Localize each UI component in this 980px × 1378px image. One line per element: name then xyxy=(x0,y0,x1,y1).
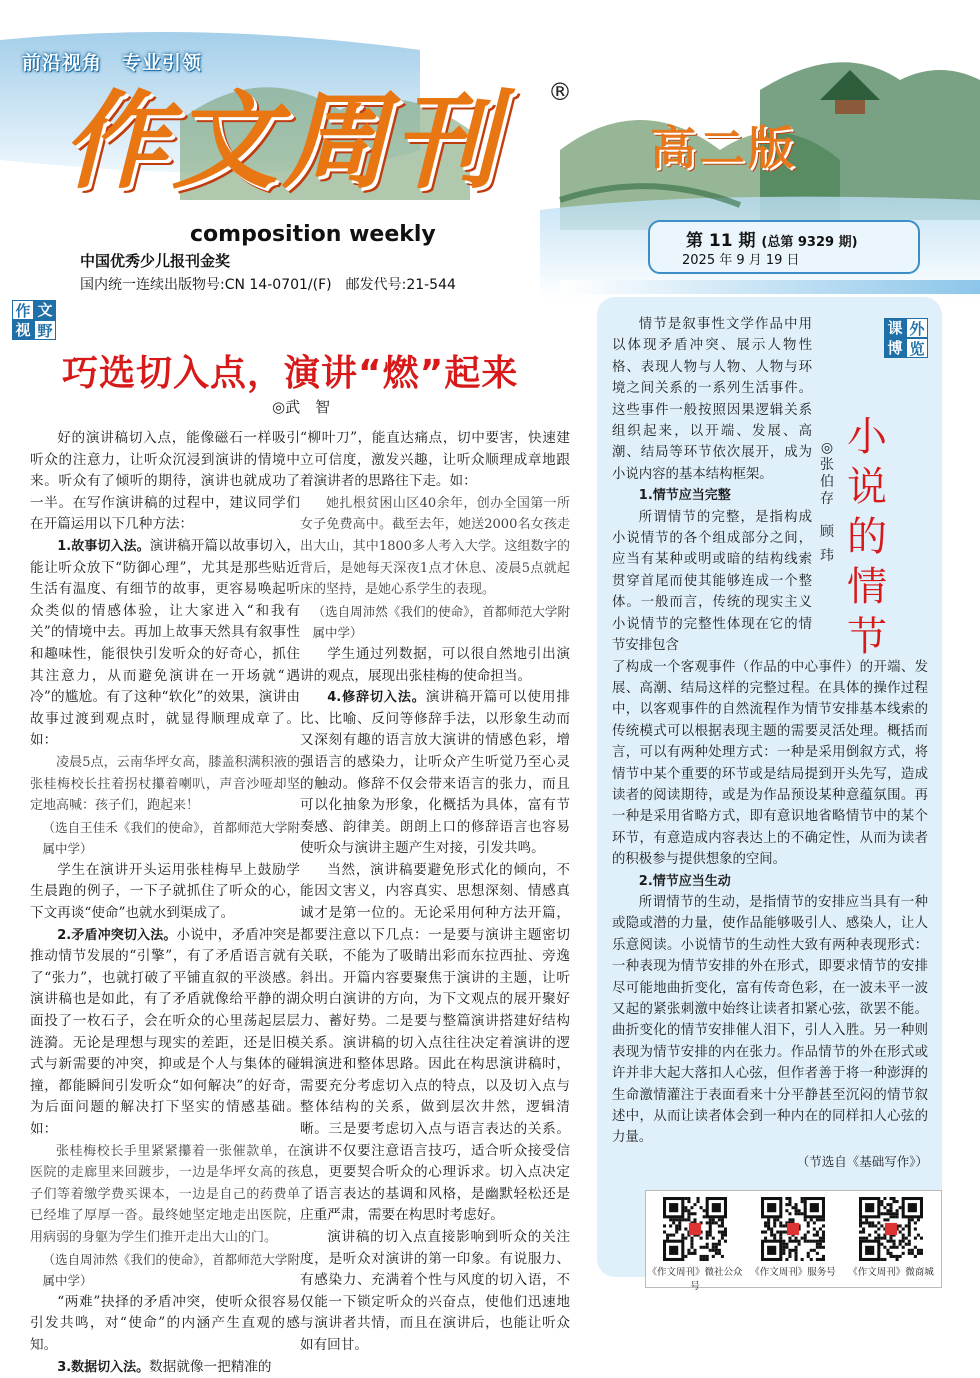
subheading xyxy=(612,871,928,892)
tag-char: 外 xyxy=(906,318,928,338)
issue-date: 2025 年 9 月 19 日 xyxy=(682,253,800,268)
author-char: ◎ xyxy=(820,440,834,456)
article-headline: 巧选切入点，演讲“燃”起来 xyxy=(62,353,519,394)
publication-logo: 作文周刊 xyxy=(62,80,502,203)
qr-caption: 《作文周刊》服务号 xyxy=(750,1267,836,1278)
issue-number-text: 第 11 期 xyxy=(686,231,756,251)
quote-source: （选自周沛然《我们的使命》，首都师范大学附属中学） xyxy=(312,603,570,641)
method-heading: 2.矛盾冲突切入法。 xyxy=(57,927,177,943)
qr-code-icon[interactable] xyxy=(663,1197,727,1261)
registered-mark: ® xyxy=(548,78,572,106)
method-heading: 3.数据切入法。 xyxy=(57,1359,150,1375)
tag-char: 作 xyxy=(12,300,34,320)
tag-char: 野 xyxy=(34,320,56,340)
quote-paragraph: 她扎根贫困山区40余年，创办全国第一所女子免费高中。截至去年，她送2000名女孩走出大山，其中1800多人考入大学。这组数字的背后，是她每天深夜1点才休息、凌晨5点就起床的坚持，是她心系学生的表现。 xyxy=(300,495,570,598)
author-char: 顾 xyxy=(820,524,834,540)
article-column-2 xyxy=(300,428,570,1357)
body-paragraph: 好的演讲稿切入点，能像磁石一样吸引听众的注意力，让听众沉浸到演讲的情境中来。听众有了倾听的期待，演讲也就成功了一半。在写作演讲稿的过程中，建议同学们在开篇运用以下几种方法： xyxy=(30,430,300,533)
decorative-band xyxy=(560,280,980,294)
subheading-text: 1.情节应当完整 xyxy=(638,488,731,504)
quote-paragraph: 张桂梅校长手里紧紧攥着一张催款单，在医院的走廊里来回踱步，一边是华坪女高的孩子们等着缴学费买课本，一边是自己的药费单已经堆了厚厚一沓。最终她坚定地走出医院，用病弱的身躯为学生们推开走出大山的门。 xyxy=(30,1143,300,1245)
issue-total: (总第 9329 期) xyxy=(761,235,858,250)
tag-char: 文 xyxy=(34,300,56,320)
subheading-text: 2.情节应当生动 xyxy=(638,873,731,889)
award-text: 中国优秀少儿报刊金奖 xyxy=(80,252,231,270)
body-paragraph: 所谓情节的生动，是指情节的安排应当具有一种或隐或潜的力量，使作品能够吸引人、感染人，让人乐意阅读。小说情节的生动性大致有两种表现形式：一种表现为情节安排的外在形式，即要求情节的安排尽可能地曲折变化，富有传奇色彩，在一波未平一波又起的紧张刺激中始终让读者扣紧心弦，欲罢不能。曲折变化的情节安排催人泪下，引人入胜。另一种则表现为情节安排的内在张力。作品情节的外在形式或许并非大起大落扣人心弦，但作者善于将一种澎湃的生命激情灌注于表面看来十分平静甚至沉闷的情节叙述中，从而让读者体会到一种内在的同样扣人心弦的力量。 xyxy=(612,894,928,1146)
body-paragraph: “两难”抉择的矛盾冲突，使听众很容易引发共鸣，对“使命”的内涵产生直观的感知。 xyxy=(30,1293,300,1353)
tag-char: 视 xyxy=(12,320,34,340)
author-char: 玮 xyxy=(820,548,834,564)
body-paragraph xyxy=(30,1357,300,1378)
body-paragraph: 情节是叙事性文学作品中用以体现矛盾冲突、展示人物性格、表现人物与人物、人物与环境之间关系的一系列生活事件。这些事件一般按照因果逻辑关系组织起来，以开端、发展、高潮、结局等环节依次展开，成为小说内容的基本结构框架。 xyxy=(612,317,812,482)
body-paragraph: 当然，演讲稿要避免形式化的倾向，不能因文害义，内容真实、思想深刻、情感真诚才是第一位的。无论采用何种方法开篇，都要注意以下几点：一是要与演讲主题密切关联，不能为了吸睛出彩而东拉西扯、旁逸斜出。开篇内容要聚焦于演讲的主题，让听众明白演讲的方向，为下文观点的展开聚好力、蓄好势。二是要与整篇演讲搭建好结构关系。演讲稿的切入点往往决定着演讲的逻辑演进和整体思路。因此在构思演讲稿时，需要充分考虑切入点的特点，以及切入点与整体结构的关系，做到层次井然，逻辑清晰。三是要考虑切入点与语言表达的关系。演讲不仅要注意语言技巧，适合听众接受信息，更要契合听众的心理诉求。切入点决定了语言表达的基调和风格，是幽默轻松还是庄重严肃，需要在构思时考虑好。 xyxy=(300,861,570,1224)
title-char: 小 xyxy=(847,414,887,460)
english-name: composition weekly xyxy=(190,222,436,247)
qr-caption: 《作文周刊》微社公众号 xyxy=(647,1267,743,1292)
section-tag-main xyxy=(12,300,56,340)
body-paragraph xyxy=(30,536,300,752)
body-paragraph: 学生在演讲开头运用张桂梅早上鼓励学生晨跑的例子，一下子就抓住了听众的心，下文再谈“使命”也就水到渠成了。 xyxy=(30,861,300,922)
quote-source: （选自周沛然《我们的使命》，首都师范大学附属中学） xyxy=(42,1251,300,1289)
side-narrow-block xyxy=(612,314,812,657)
quote-paragraph: 凌晨5点，云南华坪女高，膝盖积满积液的张桂梅校长拄着拐杖攥着喇叭，声音沙哑却坚定地高喊：孩子们，跑起来！ xyxy=(30,754,300,814)
slogan: 前沿视角 专业引领 xyxy=(22,52,203,74)
title-char: 说 xyxy=(847,464,887,510)
method-text: 小说中，矛盾冲突是推动情节发展的“引擎”，有了矛盾语言就有了“张力”，也就打破了平铺直叙的平淡感。演讲稿也是如此，有了矛盾就像给平静的湖面投了一枚石子，会在听众的心里荡起层层涟漪。无论是理想与现实的差距，还是旧模式与新需要的冲突，抑或是个人与集体的碰撞，都能瞬间引发听众“如何解决”的好奇，为后面问题的解决打下坚实的情感基础。如： xyxy=(30,926,301,1137)
qr-code-icon[interactable] xyxy=(761,1197,825,1261)
title-char: 节 xyxy=(847,614,887,660)
method-text: 演讲稿开篇可以使用排比、比喻、反问等修辞手法，以形象生动而又深刻有趣的语言放大演讲的情感色彩，增强语言的感染力，让听众产生听觉乃至心灵的触动。修辞不仅会带来语言的张力，而且可以化抽象为形象，化概括为具体，富有节奏感、韵律美。朗朗上口的修辞语言也容易使听众与演讲主题产生对接，引发共鸣。 xyxy=(300,689,571,857)
title-char: 情 xyxy=(847,564,887,610)
tag-char: 课 xyxy=(884,318,906,338)
tag-char: 览 xyxy=(906,338,928,358)
body-paragraph xyxy=(30,925,300,1141)
author-char: 存 xyxy=(820,491,834,507)
side-source: （节选自《基础写作》） xyxy=(796,1153,928,1169)
body-paragraph: 学生通过列数据，可以很自然地引出演讲的观点，展现出张桂梅的使命担当。 xyxy=(300,645,570,684)
quote-source: （选自王佳禾《我们的使命》，首都师范大学附属中学） xyxy=(42,819,300,857)
qr-code-strip xyxy=(645,1190,942,1292)
method-heading: 1.故事切入法。 xyxy=(57,538,150,554)
side-wide-block xyxy=(612,657,928,1149)
side-article-body xyxy=(612,314,928,1172)
title-char: 的 xyxy=(847,514,887,560)
edition-title: 高二版 xyxy=(650,121,797,175)
body-paragraph: 演讲稿的切入点直接影响到听众的关注度，是听众对演讲的第一印象。有说服力、有感染力、充满着个性与风度的切入语，不仅能一下锁定听众的兴奋点，使他们迅速地与演讲者共情，而且在演讲后，也能让听众如有回甘。 xyxy=(300,1228,570,1353)
tag-char: 博 xyxy=(884,338,906,358)
method-text: 数据就像一把精准的 xyxy=(149,1358,272,1375)
qr-code-icon[interactable] xyxy=(859,1197,923,1261)
qr-caption: 《作文周刊》微商城 xyxy=(848,1267,934,1278)
body-paragraph xyxy=(300,687,570,860)
article-column-1 xyxy=(30,428,300,1378)
issue-box xyxy=(648,220,920,274)
method-text: 演讲稿开篇以故事切入，能让听众放下“防御心理”，尤其是那些贴近生活有温度、有细节的故事，更容易唤起听众类似的情感体验，让大家进入“和我有关”的情境中去。再加上故事天然具有叙事性和趣味性，能很快引发听众的好奇心，抓住其注意力，从而避免演讲在一开场就“遇冷”的尴尬。有了这种“软化”的效果，演讲由故事过渡到观点时，就显得顺理成章了。如： xyxy=(30,537,301,749)
issue-number xyxy=(686,226,858,251)
body-paragraph: 所谓情节的完整，是指构成小说情节的各个组成部分之间，应当有某种或明或暗的结构线索贯穿首尾而使其能够连成一个整体。一般而言，传统的现实主义小说情节的完整性体现在它的情节安排包含 xyxy=(612,509,812,654)
author-char: 张 xyxy=(820,457,834,473)
subheading xyxy=(612,485,812,506)
method-heading: 4.修辞切入法。 xyxy=(327,690,426,706)
article-byline: ◎武 智 xyxy=(272,398,331,416)
registration-info: 国内统一连续出版物号:CN 14-0701/(F) 邮发代号:21-544 xyxy=(80,277,456,293)
continued-paragraph: “柳叶刀”，能直达痛点，切中要害，快速建立可信度，激发兴趣，让听众顺理成章地跟着演讲者的思路往下走。如： xyxy=(300,430,570,490)
masthead xyxy=(0,0,980,300)
author-char: 伯 xyxy=(820,474,834,490)
continued-paragraph: 了构成一个客观事件（作品的中心事件）的开端、发展、高潮、结局这样的完整过程。在具体的操作过程中，以客观事件的自然流程作为情节安排基本线索的传统模式可以根据表现主题的需要灵活处理。概括而言，可以有两种处理方式：一种是采用倒叙方式，将情节中某个重要的环节或是结局提到开头先写，造成读者的阅读期待，或是为作品预设某种意蕴氛围。再一种是采用省略方式，即有意识地省略情节中的某个环节，有意造成内容表达上的不确定性，从而为读者的积极参与提供想象的空间。 xyxy=(612,659,928,868)
